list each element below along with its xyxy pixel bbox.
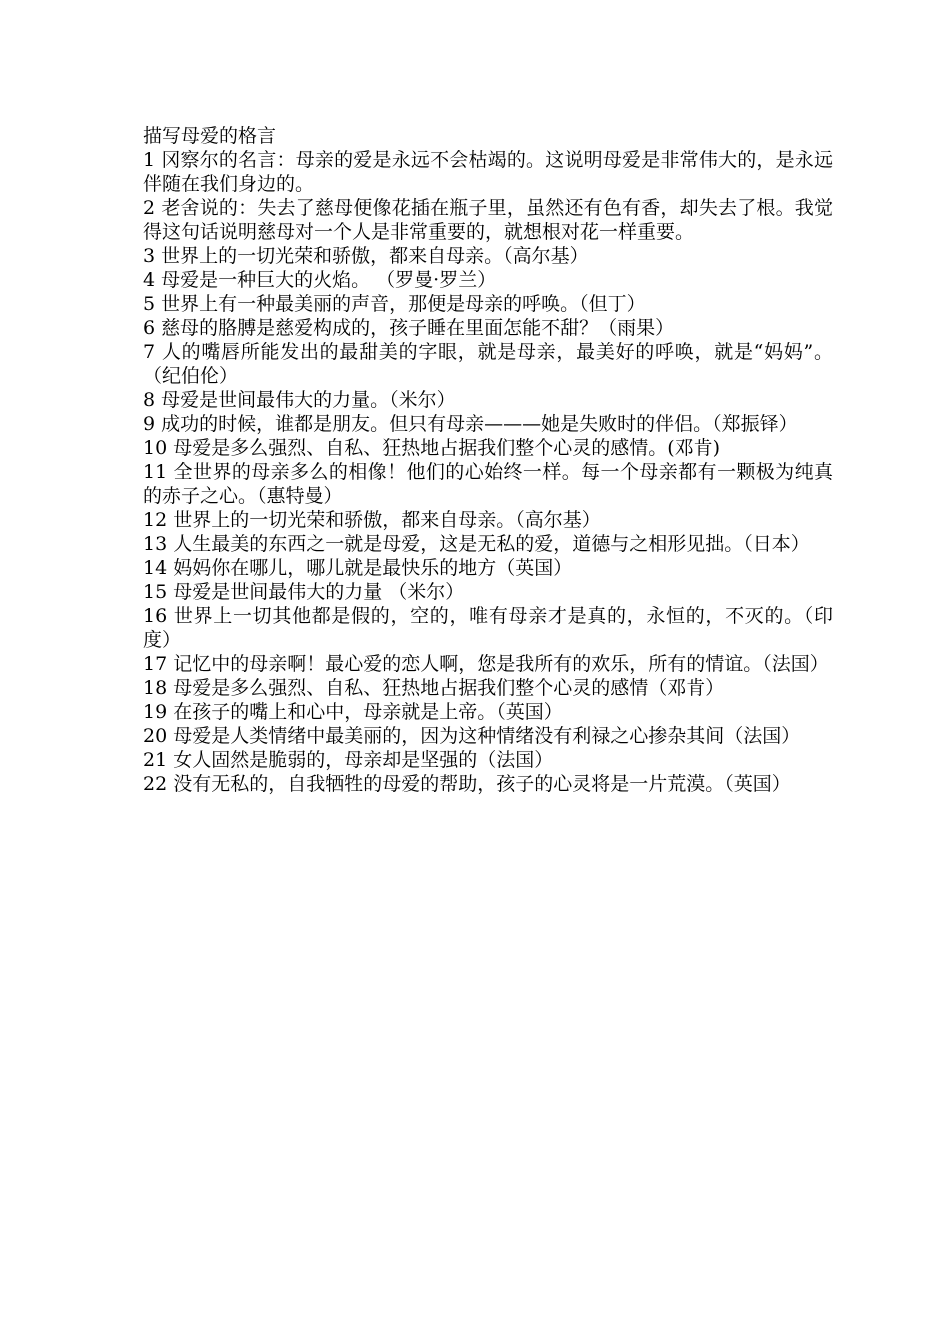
quote-number: 17	[143, 653, 168, 675]
quote-item	[143, 580, 833, 604]
quote-item	[143, 460, 833, 508]
quote-number: 12	[143, 509, 168, 531]
quote-item	[143, 292, 833, 316]
quote-number: 18	[143, 677, 168, 699]
quote-text: 母爱是一种巨大的火焰。 （罗曼·罗兰）	[161, 269, 497, 291]
quote-text: 在孩子的嘴上和心中，母亲就是上帝。（英国）	[173, 701, 563, 723]
quote-item	[143, 388, 833, 412]
quote-item	[143, 340, 833, 388]
quote-text: 没有无私的，自我牺牲的母爱的帮助，孩子的心灵将是一片荒漠。（英国）	[173, 773, 791, 795]
quote-item	[143, 724, 833, 748]
document-title: 描写母爱的格言	[143, 125, 277, 147]
quote-item	[143, 508, 833, 532]
quote-text: 世界上一切其他都是假的，空的，唯有母亲才是真的，永恒的，不灭的。（印度）	[143, 605, 833, 651]
quote-number: 13	[143, 533, 168, 555]
quote-number: 16	[143, 605, 168, 627]
quote-number: 5	[143, 293, 156, 315]
quote-number: 4	[143, 269, 156, 291]
quote-number: 3	[143, 245, 156, 267]
quote-item	[143, 148, 833, 196]
quote-item	[143, 748, 833, 772]
quote-list	[143, 148, 833, 796]
quote-number: 21	[143, 749, 168, 771]
quote-text: 母爱是人类情绪中最美丽的，因为这种情绪没有利禄之心掺杂其间（法国）	[173, 725, 801, 747]
quote-item	[143, 436, 833, 460]
quote-text: 母爱是多么强烈、自私、狂热地占据我们整个心灵的感情。(邓肯)	[173, 437, 721, 459]
quote-number: 7	[143, 341, 156, 363]
quote-text: 成功的时候，谁都是朋友。但只有母亲———她是失败时的伴侣。（郑振铎）	[161, 413, 798, 435]
quote-number: 22	[143, 773, 168, 795]
quote-item	[143, 244, 833, 268]
quote-text: 母爱是世间最伟大的力量 （米尔）	[173, 581, 465, 603]
quote-text: 冈察尔的名言：母亲的爱是永远不会枯竭的。这说明母爱是非常伟大的，是永远伴随在我们身边的。	[143, 149, 833, 195]
quote-item	[143, 556, 833, 580]
quote-text: 全世界的母亲多么的相像！他们的心始终一样。每一个母亲都有一颗极为纯真的赤子之心。（惠特曼）	[143, 461, 833, 507]
quote-text: 记忆中的母亲啊！最心爱的恋人啊，您是我所有的欢乐，所有的情谊。（法国）	[173, 653, 829, 675]
document-page	[143, 124, 833, 796]
quote-number: 6	[143, 317, 156, 339]
quote-text: 世界上有一种最美丽的声音，那便是母亲的呼唤。（但丁）	[161, 293, 646, 315]
quote-text: 世界上的一切光荣和骄傲，都来自母亲。（高尔基）	[161, 245, 589, 267]
quote-item	[143, 676, 833, 700]
quote-number: 1	[143, 149, 156, 171]
quote-number: 20	[143, 725, 168, 747]
quote-item	[143, 700, 833, 724]
quote-text: 母爱是多么强烈、自私、狂热地占据我们整个心灵的感情（邓肯）	[173, 677, 725, 699]
quote-text: 慈母的胳膊是慈爱构成的，孩子睡在里面怎能不甜？（雨果）	[161, 317, 675, 339]
quote-text: 世界上的一切光荣和骄傲，都来自母亲。（高尔基）	[173, 509, 601, 531]
quote-text: 人的嘴唇所能发出的最甜美的字眼，就是母亲，最美好的呼唤，就是“妈妈”。（纪伯伦）	[143, 341, 833, 387]
quote-number: 2	[143, 197, 156, 219]
quote-text: 女人固然是脆弱的，母亲却是坚强的（法国）	[173, 749, 554, 771]
quote-text: 人生最美的东西之一就是母爱，这是无私的爱，道德与之相形见拙。（日本）	[173, 533, 810, 555]
quote-item	[143, 316, 833, 340]
quote-item	[143, 412, 833, 436]
quote-text: 妈妈你在哪儿，哪儿就是最快乐的地方（英国）	[173, 557, 573, 579]
quote-text: 母爱是世间最伟大的力量。（米尔）	[161, 389, 456, 411]
quote-item	[143, 652, 833, 676]
quote-item	[143, 268, 833, 292]
quote-item	[143, 196, 833, 244]
quote-number: 14	[143, 557, 168, 579]
quote-text: 老舍说的：失去了慈母便像花插在瓶子里，虽然还有色有香，却失去了根。我觉得这句话说明慈母对一个人是非常重要的，就想根对花一样重要。	[143, 197, 833, 243]
quote-number: 11	[143, 461, 168, 483]
quote-number: 9	[143, 413, 156, 435]
quote-number: 15	[143, 581, 168, 603]
quote-number: 19	[143, 701, 168, 723]
quote-item	[143, 772, 833, 796]
quote-number: 10	[143, 437, 168, 459]
quote-number: 8	[143, 389, 156, 411]
quote-item	[143, 532, 833, 556]
quote-item	[143, 604, 833, 652]
